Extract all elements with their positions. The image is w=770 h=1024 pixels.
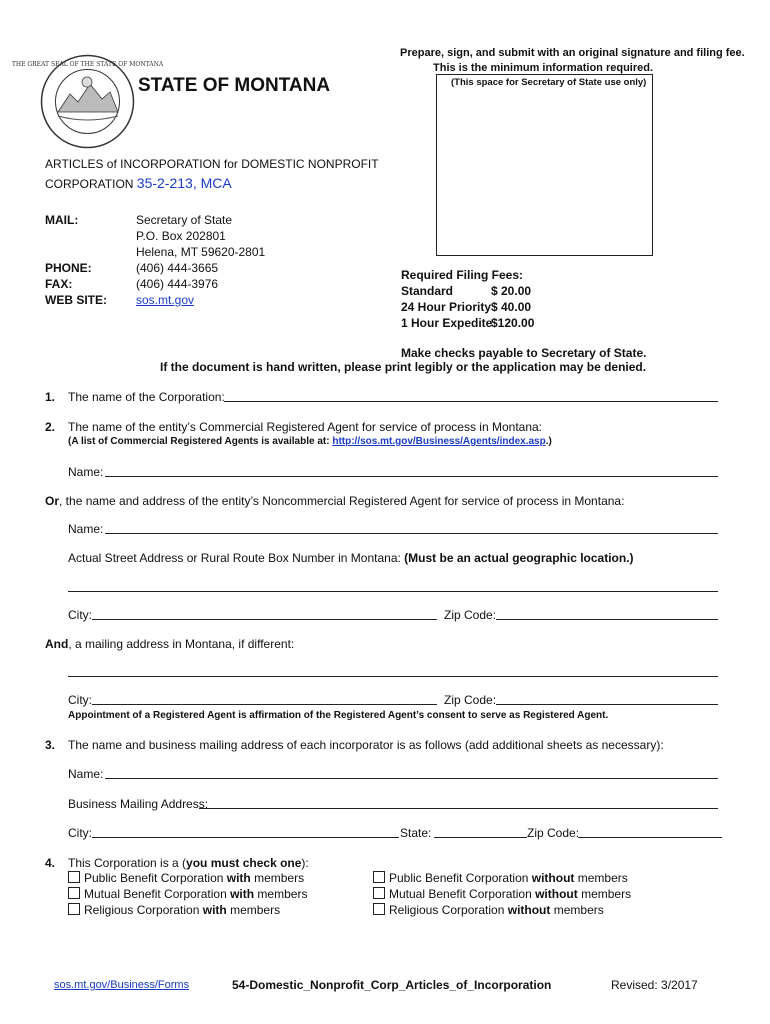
fee-priority-label: 24 Hour Priority <box>401 300 492 314</box>
q2-note <box>68 436 552 447</box>
option-bold: with <box>202 903 227 917</box>
form-title-line-1: ARTICLES of INCORPORATION for DOMESTIC NONPROFIT <box>45 157 379 171</box>
option-text-suffix: members <box>254 887 308 901</box>
mailing-address-field[interactable] <box>68 676 718 677</box>
option-religious-without-members[interactable] <box>373 903 604 917</box>
fax-label: FAX: <box>45 277 73 291</box>
mail-line-1: Secretary of State <box>136 213 233 227</box>
mailing-zip-label: Zip Code: <box>444 693 497 707</box>
noncommercial-agent-name-field[interactable] <box>105 533 718 534</box>
mailing-address-heading <box>45 637 294 651</box>
mail-line-3: Helena, MT 59620-2801 <box>136 245 266 259</box>
incorporator-zip-field[interactable] <box>578 837 722 838</box>
checkbox-icon[interactable] <box>373 887 385 899</box>
q2-note-suffix: .) <box>545 436 552 447</box>
form-title-prefix: CORPORATION <box>45 177 137 191</box>
incorporator-state-field[interactable] <box>434 837 527 838</box>
fee-expedite-label: 1 Hour Expedite <box>401 316 493 330</box>
fee-expedite-amount: $120.00 <box>491 316 535 330</box>
fee-priority-amount: $ 40.00 <box>491 300 532 314</box>
office-use-box <box>436 74 653 256</box>
statute-link[interactable]: 35-2-213, MCA <box>136 175 232 191</box>
option-text: Mutual Benefit Corporation <box>389 887 536 901</box>
option-bold: without <box>531 871 575 885</box>
option-bold: with <box>230 887 255 901</box>
q1-number: 1. <box>45 390 56 404</box>
or-text: , the name and address of the entity’s Noncommercial Registered Agent for service of process in Montana: <box>59 494 625 508</box>
q4-text-suffix: ): <box>301 856 309 870</box>
mailing-city-field[interactable] <box>92 704 437 705</box>
street-address-label <box>68 551 634 565</box>
commercial-agent-name-label: Name: <box>68 465 104 479</box>
page-title: STATE OF MONTANA <box>138 75 331 96</box>
agent-zip-label: Zip Code: <box>444 608 497 622</box>
forms-link[interactable]: sos.mt.gov/Business/Forms <box>54 979 190 991</box>
q3-label: The name and business mailing address of each incorporator is as follows (add additional sheets as necessary): <box>68 738 664 752</box>
q3-number: 3. <box>45 738 56 752</box>
phone-value: (406) 444-3665 <box>136 261 219 275</box>
q2-label: The name of the entity’s Commercial Registered Agent for service of process in Montana: <box>68 420 543 434</box>
fee-standard-label: Standard <box>401 284 454 298</box>
option-text: Mutual Benefit Corporation <box>84 887 231 901</box>
incorporator-city-label: City: <box>68 826 92 840</box>
option-text-suffix: members <box>574 871 628 885</box>
checks-note: Make checks payable to Secretary of State. <box>401 346 647 360</box>
seal-text: THE GREAT SEAL OF THE STATE OF MONTANA <box>11 61 164 68</box>
form-title-line-2 <box>45 175 232 191</box>
incorporator-name-field[interactable] <box>105 778 718 779</box>
option-bold: with <box>226 871 251 885</box>
street-address-text: Actual Street Address or Rural Route Box Number in Montana: <box>68 551 405 565</box>
incorporator-city-field[interactable] <box>92 837 399 838</box>
option-bold: without <box>507 903 551 917</box>
incorporator-name-label: Name: <box>68 767 104 781</box>
noncommercial-agent-heading <box>45 494 624 508</box>
instruction-line-2: This is the minimum information required. <box>433 62 654 74</box>
and-text: , a mailing address in Montana, if different: <box>68 637 295 651</box>
website-label: WEB SITE: <box>45 293 107 307</box>
incorporator-state-label: State: <box>400 826 432 840</box>
noncommercial-agent-name-label: Name: <box>68 522 104 536</box>
and-lead: And <box>45 637 69 651</box>
option-public-without-members[interactable] <box>373 871 628 885</box>
handwritten-note: If the document is hand written, please print legibly or the application may be denied. <box>160 360 647 374</box>
checkbox-icon[interactable] <box>68 887 80 899</box>
agent-city-field[interactable] <box>92 619 437 620</box>
document-name: 54-Domestic_Nonprofit_Corp_Articles_of_Incorporation <box>232 978 552 992</box>
option-text: Public Benefit Corporation <box>389 871 532 885</box>
option-mutual-without-members[interactable] <box>373 887 631 901</box>
option-text-suffix: members <box>550 903 604 917</box>
mail-line-2: P.O. Box 202801 <box>136 229 226 243</box>
q4-label <box>68 856 309 870</box>
office-use-label: (This space for Secretary of State use only) <box>451 77 647 88</box>
checkbox-icon[interactable] <box>68 903 80 915</box>
phone-label: PHONE: <box>45 261 92 275</box>
option-text-suffix: members <box>577 887 632 901</box>
fax-value: (406) 444-3976 <box>136 277 219 291</box>
incorporator-address-field[interactable] <box>199 808 718 809</box>
agent-zip-field[interactable] <box>496 619 718 620</box>
mailing-city-label: City: <box>68 693 92 707</box>
corporation-name-field[interactable] <box>224 401 718 402</box>
street-address-note: (Must be an actual geographic location.) <box>404 551 634 565</box>
option-text: Public Benefit Corporation <box>84 871 227 885</box>
website-link[interactable]: sos.mt.gov <box>136 293 195 307</box>
mailing-zip-field[interactable] <box>496 704 718 705</box>
revised-date: Revised: 3/2017 <box>611 978 698 992</box>
instruction-line-1: Prepare, sign, and submit with an original signature and filing fee. <box>400 47 745 59</box>
q2-number: 2. <box>45 420 56 434</box>
checkbox-icon[interactable] <box>68 871 80 883</box>
fees-title: Required Filing Fees: <box>401 268 524 282</box>
or-lead: Or <box>45 494 60 508</box>
option-text-suffix: members <box>250 871 305 885</box>
checkbox-icon[interactable] <box>373 903 385 915</box>
state-seal-image <box>11 54 164 149</box>
option-mutual-with-members[interactable] <box>68 887 307 901</box>
option-text: Religious Corporation <box>84 903 203 917</box>
q4-text-bold: you must check one <box>186 856 302 870</box>
q1-label: The name of the Corporation: <box>68 390 225 404</box>
mail-label: MAIL: <box>45 213 79 227</box>
option-text: Religious Corporation <box>389 903 508 917</box>
checkbox-icon[interactable] <box>373 871 385 883</box>
incorporator-address-label: Business Mailing Address: <box>68 797 209 811</box>
street-address-field[interactable] <box>68 591 718 592</box>
incorporator-zip-label: Zip Code: <box>527 826 580 840</box>
agents-list-link[interactable]: http://sos.mt.gov/Business/Agents/index.asp <box>332 436 546 447</box>
q2-note-prefix: (A list of Commercial Registered Agents is available at: <box>68 436 333 447</box>
option-public-with-members[interactable] <box>68 871 304 885</box>
fee-standard-amount: $ 20.00 <box>491 284 532 298</box>
option-bold: without <box>535 887 578 901</box>
commercial-agent-name-field[interactable] <box>105 476 718 477</box>
option-religious-with-members[interactable] <box>68 903 280 917</box>
q4-number: 4. <box>45 856 56 870</box>
affirmation-note: Appointment of a Registered Agent is affirmation of the Registered Agent’s consent to serve as Registered Agent. <box>68 710 609 721</box>
agent-city-label: City: <box>68 608 92 622</box>
option-text-suffix: members <box>226 903 281 917</box>
q4-text-prefix: This Corporation is a ( <box>68 856 187 870</box>
